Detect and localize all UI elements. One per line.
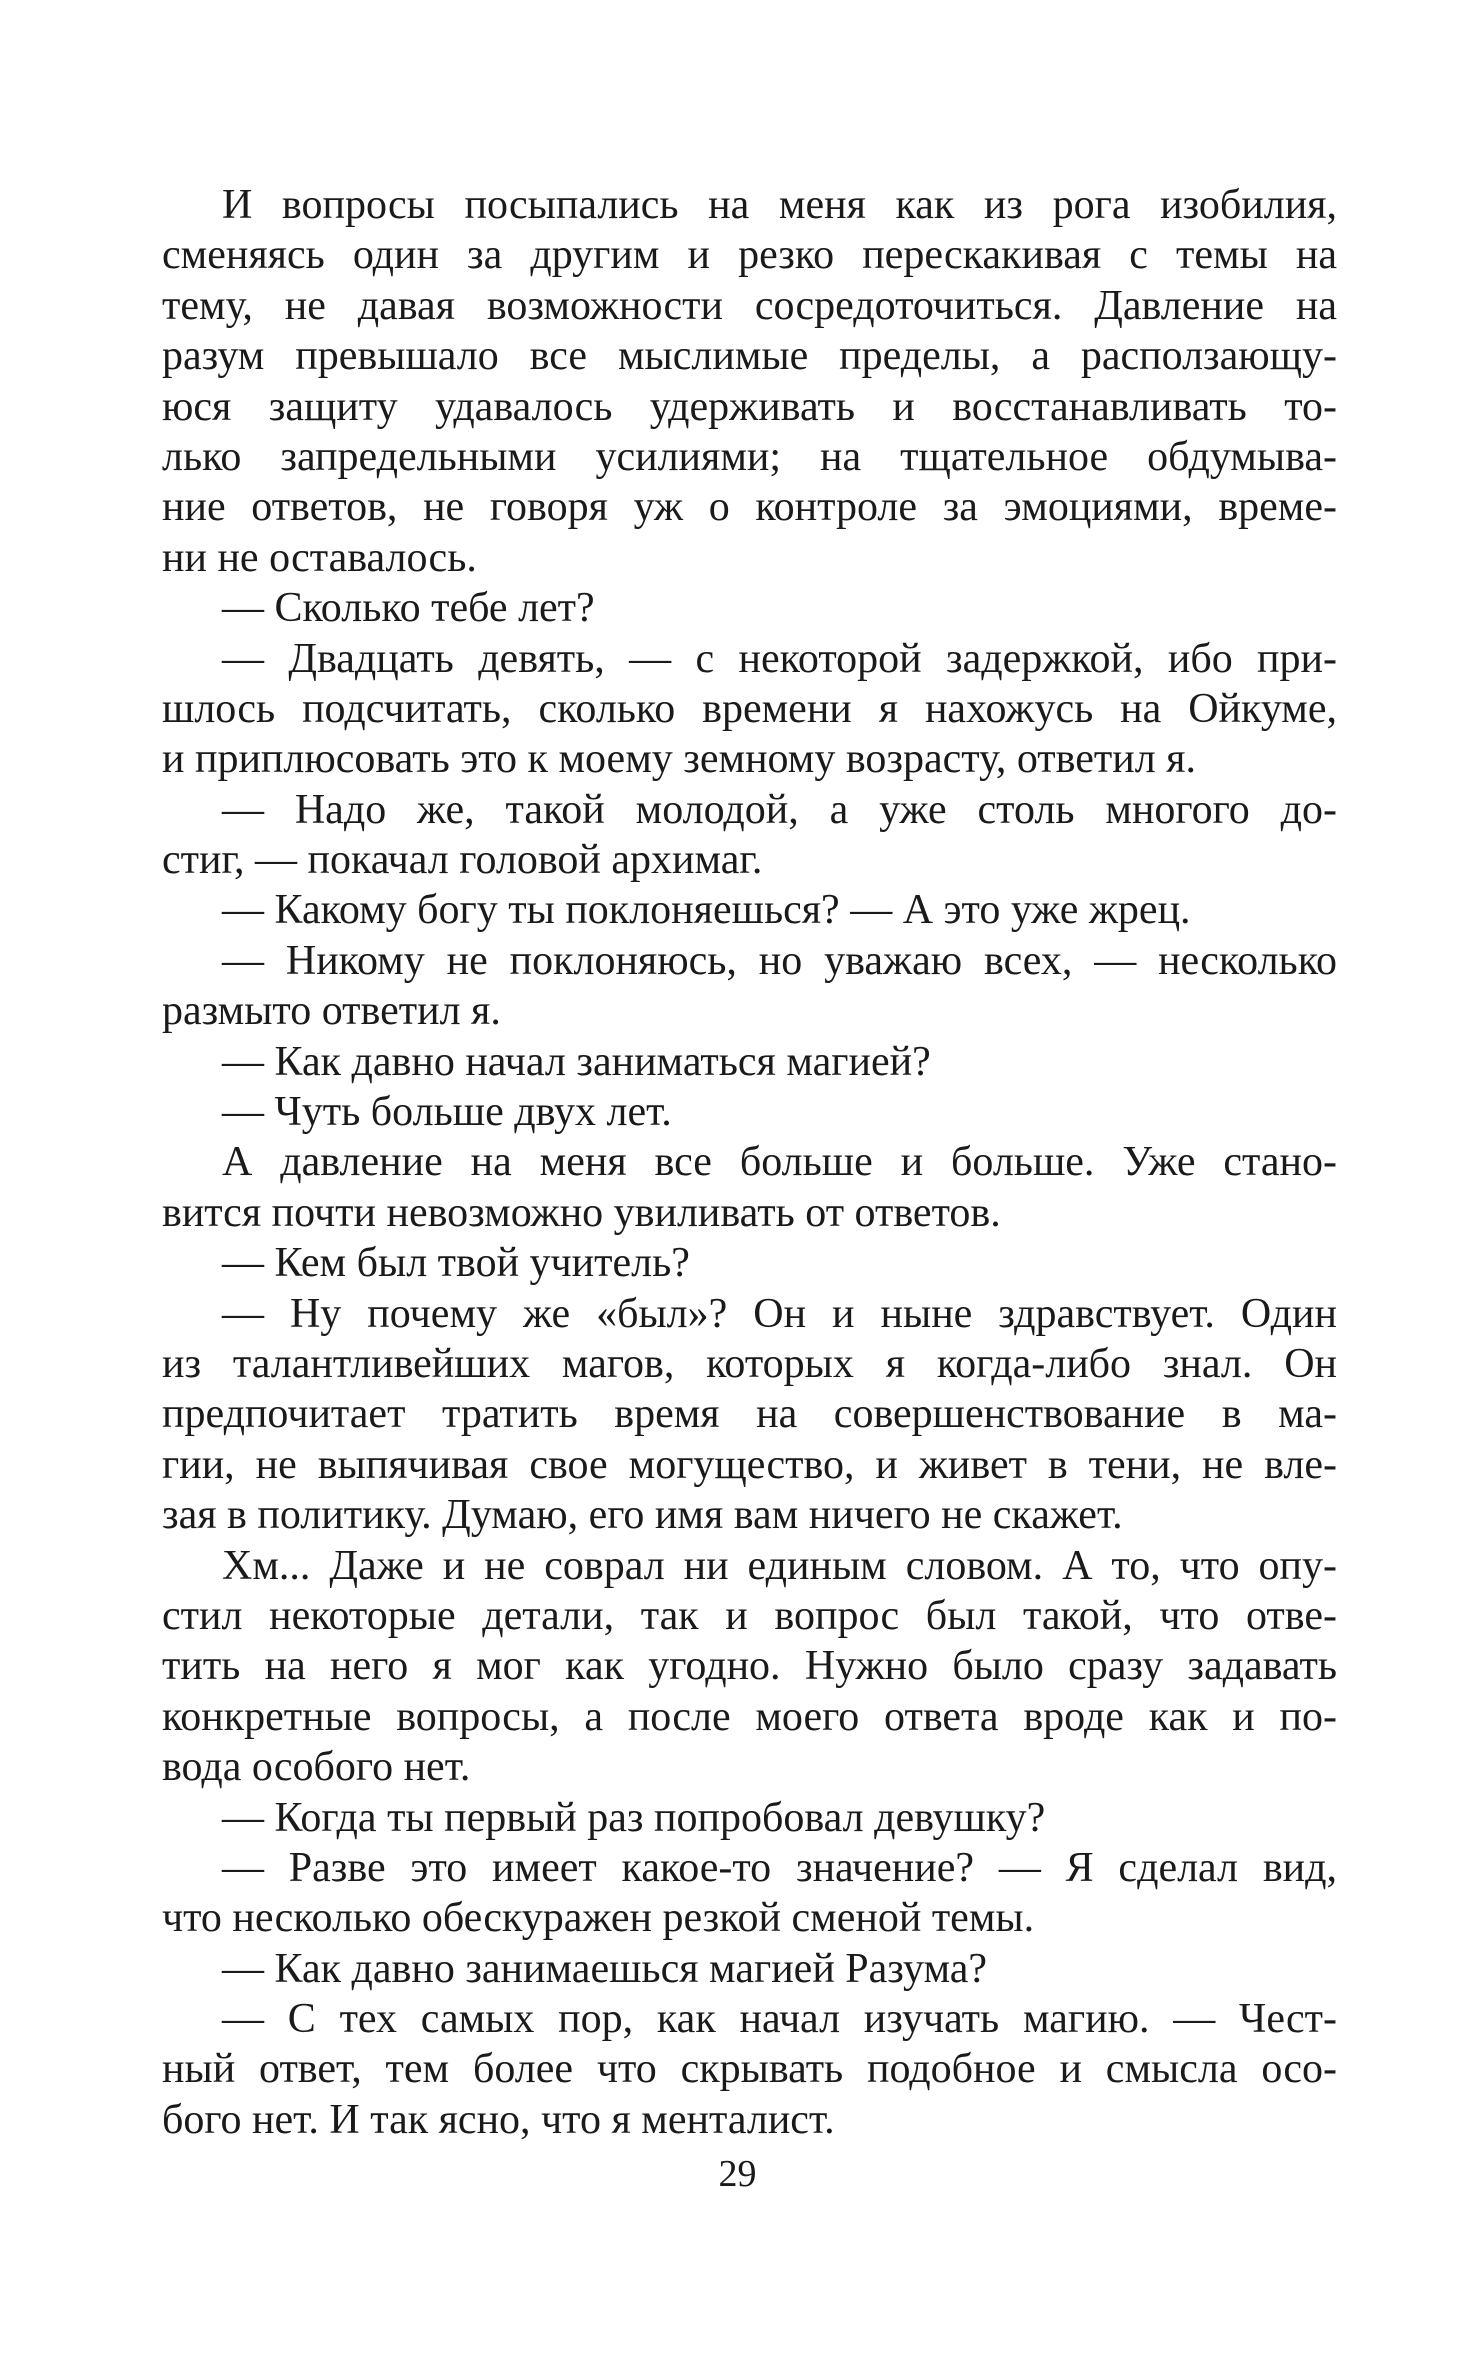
text-line: Хм... Даже и не соврал ни единым словом. А то, что опу- — [222, 1542, 1337, 1589]
text-line: — Как давно начал заниматься магией? — [222, 1038, 931, 1085]
text-line: юся защиту удавалось удерживать и восстанавливать то- — [162, 383, 1337, 430]
text-line: гии, не выпячивая свое могущество, и живет в тени, не вле- — [162, 1441, 1337, 1488]
text-line: стил некоторые детали, так и вопрос был такой, что отве- — [162, 1592, 1337, 1639]
text-line: разум превышало все мыслимые пределы, а расползающу- — [162, 333, 1337, 380]
page-number: 29 — [718, 2153, 757, 2195]
text-line: — Надо же, такой молодой, а уже столь многого до- — [222, 786, 1337, 833]
text-line: сменяясь один за другим и резко перескакивая с темы на — [162, 232, 1337, 279]
text-line: тить на него я мог как угодно. Нужно было сразу задавать — [162, 1643, 1337, 1690]
text-line: вится почти невозможно увиливать от ответов. — [162, 1189, 1001, 1236]
text-line: А давление на меня все больше и больше. Уже стано- — [222, 1139, 1337, 1186]
text-line: размыто ответил я. — [162, 988, 501, 1035]
text-line: — Разве это имеет какое-то значение? — Я сделал вид, — [222, 1844, 1337, 1891]
text-line: И вопросы посыпались на меня как из рога изобилия, — [222, 182, 1337, 228]
text-line: — С тех самых пор, как начал изучать магию. — Чест- — [222, 1996, 1337, 2043]
text-line: конкретные вопросы, а после моего ответа вроде как и по- — [162, 1693, 1337, 1740]
text-line: — Когда ты первый раз попробовал девушку? — [222, 1794, 1046, 1841]
text-line: предпочитает тратить время на совершенствование в ма- — [162, 1391, 1337, 1438]
text-line: тему, не давая возможности сосредоточиться. Давление на — [162, 282, 1337, 329]
text-line: и приплюсовать это к моему земному возрасту, ответил я. — [162, 736, 1196, 783]
text-line: — Какому богу ты поклоняешься? — А это уже жрец. — [222, 887, 1191, 934]
text-line: что несколько обескуражен резкой сменой темы. — [162, 1895, 1035, 1942]
text-line: зая в политику. Думаю, его имя вам ничего не скажет. — [162, 1492, 1123, 1539]
text-line: — Как давно занимаешься магией Разума? — [222, 1945, 988, 1992]
text-line: — Чуть больше двух лет. — [222, 1089, 672, 1136]
text-line: ние ответов, не говоря уж о контроле за эмоциями, време- — [162, 484, 1337, 531]
text-line: ни не оставалось. — [162, 534, 477, 581]
text-line: — Сколько тебе лет? — [222, 585, 595, 632]
text-line: из талантливейших магов, которых я когда-либо знал. Он — [162, 1340, 1337, 1387]
body-text — [162, 180, 1337, 2145]
text-line: — Кем был твой учитель? — [222, 1240, 690, 1287]
text-line: — Никому не поклоняюсь, но уважаю всех, — несколько — [222, 937, 1337, 984]
text-line: вода особого нет. — [162, 1744, 471, 1791]
text-line: ный ответ, тем более что скрывать подобное и смысла осо- — [162, 2046, 1337, 2093]
text-line: бого нет. И так ясно, что я менталист. — [162, 2096, 835, 2143]
text-line: — Ну почему же «был»? Он и ныне здравствует. Один — [222, 1290, 1337, 1337]
text-line: стиг, — покачал головой архимаг. — [162, 837, 763, 884]
text-line: — Двадцать девять, — с некоторой задержкой, ибо при- — [222, 635, 1337, 682]
text-line: шлось подсчитать, сколько времени я нахожусь на Ойкуме, — [162, 685, 1337, 732]
text-line: лько запредельными усилиями; на тщательное обдумыва- — [162, 433, 1337, 480]
